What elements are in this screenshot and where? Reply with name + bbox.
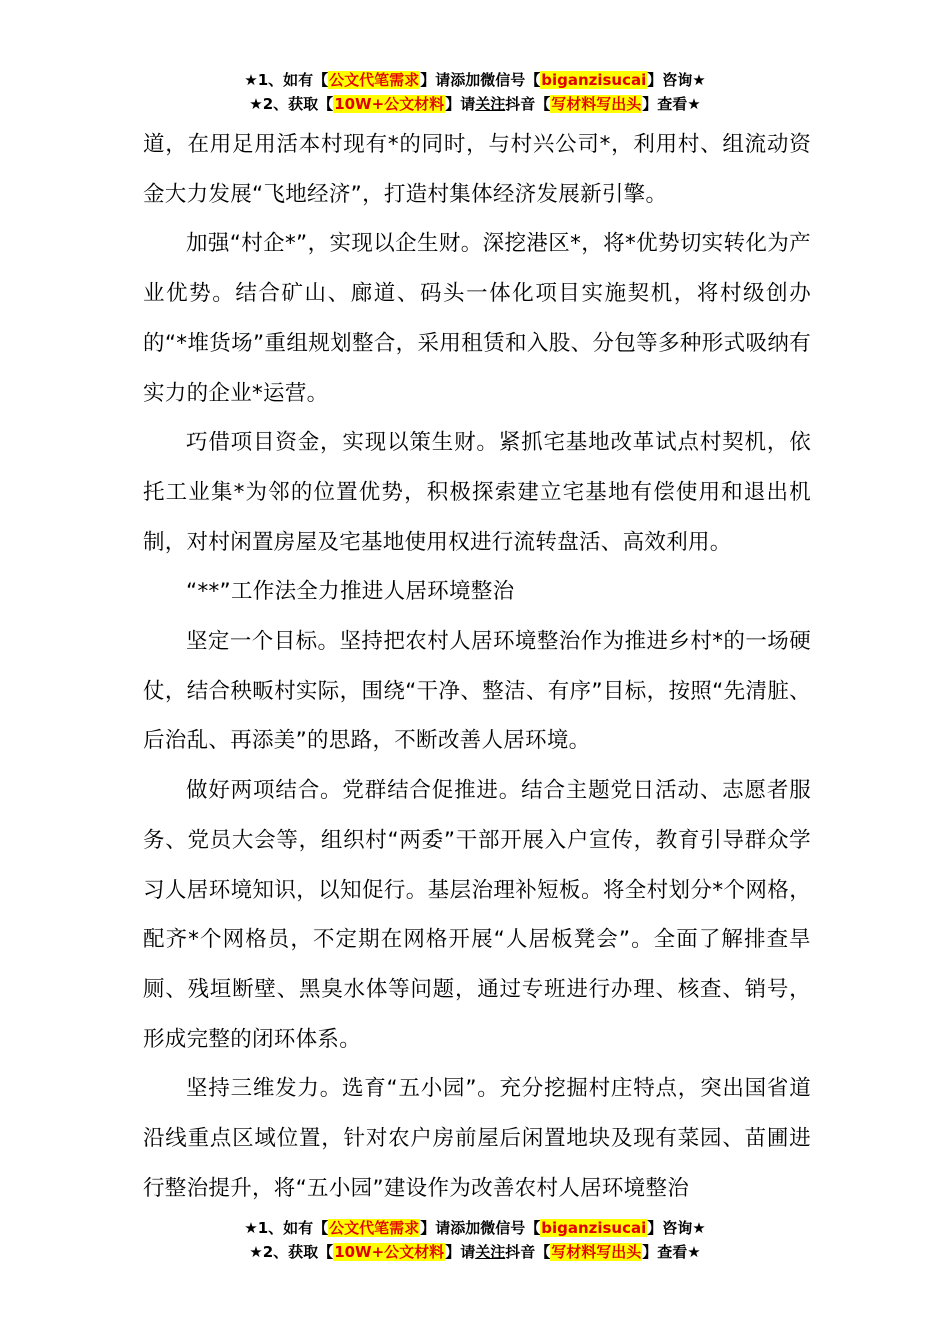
- promo-line-2: ★2、获取【10W+公文材料】请关注抖音【写材料写出头】查看★: [249, 95, 701, 113]
- bottom-promo-banner: [0, 1217, 950, 1265]
- highlight-wechat-id: biganzisucai: [541, 71, 647, 89]
- paragraph-one-goal: 坚定一个目标。坚持把农村人居环境整治作为推进乡村*的一场硬仗，结合秧畈村实际，围绕“干净、整洁、有序”目标，按照“先清脏、后治乱、再添美”的思路，不断改善人居环境。: [143, 629, 811, 754]
- promo-line-1: ★1、如有【公文代笔需求】请添加微信号【biganzisucai】咨询★: [244, 1219, 706, 1237]
- paragraph-continuation: 道，在用足用活本村现有*的同时，与村兴公司*，利用村、组流动资金大力发展“飞地经济”，打造村集体经济发展新引擎。: [143, 132, 811, 207]
- highlight-writing-service: 公文代笔需求: [329, 1219, 420, 1237]
- paragraph-two-combinations: 做好两项结合。党群结合促推进。结合主题党日活动、志愿者服务、党员大会等，组织村“两委”干部开展入户宣传，教育引导群众学习人居环境知识，以知促行。基层治理补短板。将全村划分*个网格，配齐*个网格员，不定期在网格开展“人居板凳会”。全面了解排查旱厕、残垣断壁、黑臭水体等问题，通过专班进行办理、核查、销号，形成完整的闭环体系。: [143, 778, 811, 1052]
- highlight-douyin-account: 写材料写出头: [551, 95, 642, 113]
- underlined-follow: 关注: [475, 95, 506, 113]
- promo-line-1: ★1、如有【公文代笔需求】请添加微信号【biganzisucai】咨询★: [244, 71, 706, 89]
- underlined-follow: 关注: [475, 1243, 506, 1261]
- promo-line-2: ★2、获取【10W+公文材料】请关注抖音【写材料写出头】查看★: [249, 1243, 701, 1261]
- paragraph-village-enterprise: 加强“村企*”，实现以企生财。深挖港区*，将*优势切实转化为产业优势。结合矿山、廊道、码头一体化项目实施契机，将村级创办的“*堆货场”重组规划整合，采用租赁和入股、分包等多种形式吸纳有实力的企业*运营。: [143, 231, 811, 406]
- paragraph-three-dimensions: 坚持三维发力。选育“五小园”。充分挖掘村庄特点，突出国省道沿线重点区域位置，针对农户房前屋后闲置地块及现有菜园、苗圃进行整治提升，将“五小园”建设作为改善农村人居环境整治: [143, 1076, 811, 1201]
- highlight-wechat-id: biganzisucai: [541, 1219, 647, 1237]
- highlight-douyin-account: 写材料写出头: [551, 1243, 642, 1261]
- highlight-materials: 10W+公文材料: [334, 1243, 445, 1261]
- paragraph-project-funds: 巧借项目资金，实现以策生财。紧抓宅基地改革试点村契机，依托工业集*为邻的位置优势，积极探索建立宅基地有偿使用和退出机制，对村闲置房屋及宅基地使用权进行流转盘活、高效利用。: [143, 430, 811, 555]
- top-promo-banner: [0, 69, 950, 117]
- highlight-writing-service: 公文代笔需求: [329, 71, 420, 89]
- highlight-materials: 10W+公文材料: [334, 95, 445, 113]
- document-body: [143, 120, 811, 1213]
- section-heading: “**”工作法全力推进人居环境整治: [186, 579, 515, 605]
